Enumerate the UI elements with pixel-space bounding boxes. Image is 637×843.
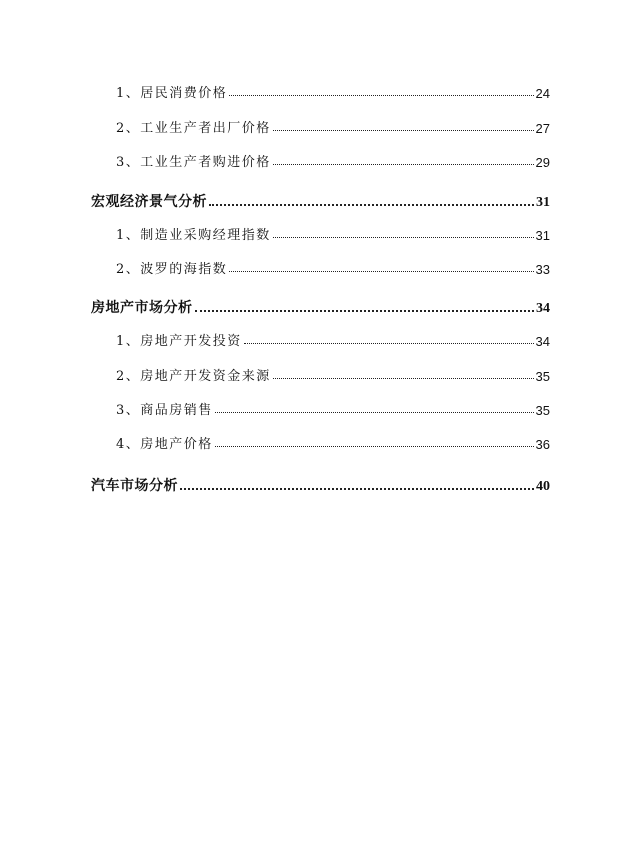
toc-entry-label: 3、工业生产者购进价格: [116, 155, 271, 170]
toc-entry-page: 36: [535, 437, 550, 452]
toc-leader-dots: [229, 95, 533, 96]
toc-leader-dots: [273, 237, 534, 238]
toc-leader-dots: [215, 412, 534, 413]
toc-entry-page: 35: [535, 403, 550, 418]
toc-entry-label: 1、房地产开发投资: [116, 334, 242, 349]
toc-section-real-estate[interactable]: [91, 295, 550, 317]
toc-leader-dots: [195, 310, 535, 312]
toc-leader-dots: [215, 446, 534, 447]
toc-entry-label: 2、工业生产者出厂价格: [116, 121, 271, 136]
toc-section-page: 31: [536, 195, 550, 210]
toc-section-label: 房地产市场分析: [91, 300, 193, 316]
toc-section-page: 34: [536, 301, 550, 316]
toc-section-label: 汽车市场分析: [91, 478, 178, 494]
toc-section-page: 40: [536, 479, 550, 494]
toc-entry-housing-sales[interactable]: [116, 396, 550, 418]
toc-entry-page: 29: [535, 155, 550, 170]
toc-entry-real-estate-price[interactable]: [116, 430, 550, 452]
toc-entry-baltic-index[interactable]: [116, 255, 550, 277]
toc-entry-label: 4、房地产价格: [116, 437, 213, 452]
toc-leader-dots: [229, 271, 533, 272]
toc-entry-page: 35: [535, 369, 550, 384]
toc-entry-label: 1、制造业采购经理指数: [116, 228, 271, 243]
toc-leader-dots: [244, 343, 534, 344]
toc-entry-producer-output-price[interactable]: [116, 114, 550, 136]
toc-entry-real-estate-investment[interactable]: [116, 327, 550, 349]
toc-entry-label: 3、商品房销售: [116, 403, 213, 418]
toc-entry-pmi[interactable]: [116, 221, 550, 243]
toc-leader-dots: [180, 488, 534, 490]
toc-section-label: 宏观经济景气分析: [91, 194, 207, 210]
toc-entry-label: 1、居民消费价格: [116, 86, 228, 101]
toc-leader-dots: [273, 378, 534, 379]
toc-entry-consumer-price[interactable]: [116, 79, 550, 101]
toc-leader-dots: [273, 130, 534, 131]
toc-section-auto-market[interactable]: [91, 473, 550, 495]
toc-entry-producer-purchase-price[interactable]: [116, 148, 550, 170]
toc-entry-label: 2、波罗的海指数: [116, 262, 228, 277]
toc-entry-page: 31: [535, 228, 550, 243]
toc-entry-label: 2、房地产开发资金来源: [116, 369, 271, 384]
toc-entry-page: 33: [535, 262, 550, 277]
toc-entry-page: 34: [535, 334, 550, 349]
toc-leader-dots: [273, 164, 534, 165]
toc-entry-page: 24: [535, 86, 550, 101]
toc-leader-dots: [209, 204, 534, 206]
toc-entry-page: 27: [535, 121, 550, 136]
toc-entry-real-estate-funding[interactable]: [116, 362, 550, 384]
toc-section-macro-economy[interactable]: [91, 189, 550, 211]
